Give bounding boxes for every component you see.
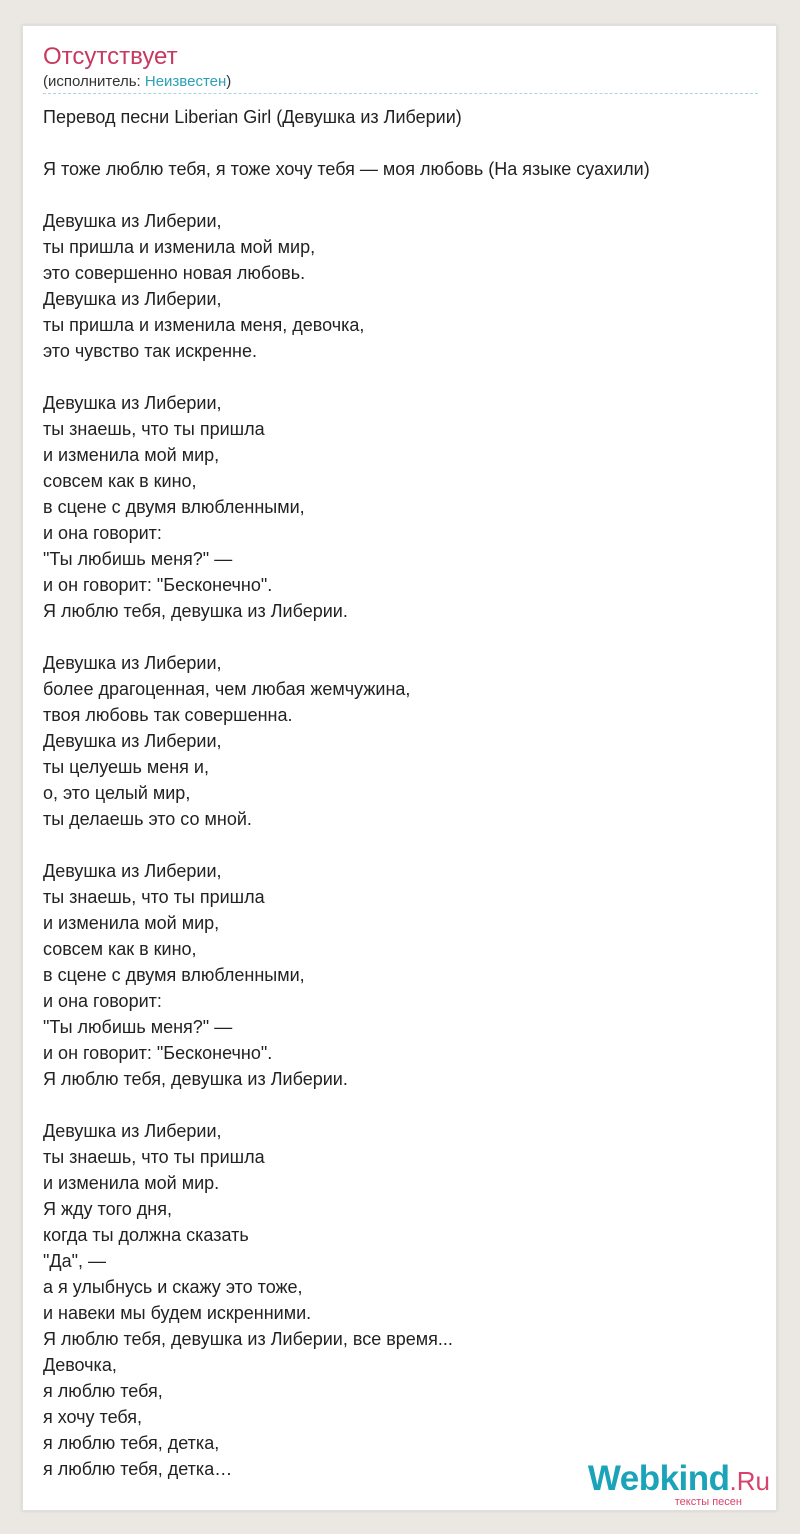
lyric-line: Девушка из Либерии, [43,861,222,881]
lyric-line: Девочка, [43,1355,117,1375]
lyric-line: твоя любовь так совершенна. [43,705,293,725]
lyric-line: ты целуешь меня и, [43,757,209,777]
lyric-line: ты знаешь, что ты пришла [43,419,265,439]
lyric-line: и она говорит: [43,991,162,1011]
lyric-line: и изменила мой мир, [43,913,220,933]
lyric-line: совсем как в кино, [43,939,197,959]
lyric-line: Перевод песни Liberian Girl (Девушка из Либерии) [43,107,462,127]
logo-subtitle: тексты песен [674,1496,742,1508]
dashed-divider [43,93,758,94]
lyric-line: более драгоценная, чем любая жемчужина, [43,679,411,699]
lyric-line: совсем как в кино, [43,471,197,491]
lyric-line: я люблю тебя, [43,1381,163,1401]
stanza-gap [43,1092,758,1118]
webkind-logo[interactable] [587,1459,770,1508]
logo-main-text: Webkind [587,1459,730,1498]
artist-suffix: ) [226,73,232,90]
lyric-line: Девушка из Либерии, [43,1121,222,1141]
stanza-gap [43,832,758,858]
lyric-line: ты знаешь, что ты пришла [43,887,265,907]
lyric-line: Девушка из Либерии, [43,393,222,413]
artist-prefix: (исполнитель: [43,73,145,90]
lyric-line: Я люблю тебя, девушка из Либерии. [43,1069,348,1089]
stanza-gap [43,624,758,650]
lyric-line: Девушка из Либерии, [43,289,222,309]
song-title: Отсутствует [43,43,178,70]
lyric-line: Я люблю тебя, девушка из Либерии. [43,601,348,621]
lyric-line: ты делаешь это со мной. [43,809,252,829]
lyric-line: и она говорит: [43,523,162,543]
lyric-line: а я улыбнусь и скажу это тоже, [43,1277,303,1297]
lyric-line: это чувство так искренне. [43,341,257,361]
stanza-gap [43,130,758,156]
lyric-line: о, это целый мир, [43,783,191,803]
artist-line [43,73,231,91]
logo-wordmark [587,1459,770,1498]
lyric-line: в сцене с двумя влюбленными, [43,965,305,985]
lyric-line: когда ты должна сказать [43,1225,249,1245]
lyric-line: я люблю тебя, детка… [43,1459,233,1479]
lyric-line: Я люблю тебя, девушка из Либерии, все время... [43,1329,453,1349]
lyric-line: "Да", — [43,1251,106,1271]
lyrics-card [22,25,777,1511]
lyric-line: ты знаешь, что ты пришла [43,1147,265,1167]
lyrics-body [43,104,758,1482]
lyric-line: и он говорит: "Бесконечно". [43,575,273,595]
lyric-line: и изменила мой мир. [43,1173,220,1193]
lyric-line: ты пришла и изменила меня, девочка, [43,315,365,335]
lyric-line: Я тоже люблю тебя, я тоже хочу тебя — моя любовь (На языке суахили) [43,159,650,179]
logo-tld: .Ru [729,1466,770,1496]
lyric-line: Я жду того дня, [43,1199,172,1219]
artist-link[interactable]: Неизвестен [144,73,227,90]
lyric-line: Девушка из Либерии, [43,731,222,751]
lyric-line: ты пришла и изменила мой мир, [43,237,316,257]
stanza-gap [43,364,758,390]
lyric-line: Девушка из Либерии, [43,653,222,673]
lyric-line: Девушка из Либерии, [43,211,222,231]
lyric-line: и он говорит: "Бесконечно". [43,1043,273,1063]
lyric-line: я люблю тебя, детка, [43,1433,220,1453]
stanza-gap [43,182,758,208]
lyric-line: я хочу тебя, [43,1407,143,1427]
lyric-line: и навеки мы будем искренними. [43,1303,312,1323]
lyric-line: и изменила мой мир, [43,445,220,465]
lyric-line: в сцене с двумя влюбленными, [43,497,305,517]
lyric-line: "Ты любишь меня?" — [43,1017,233,1037]
lyric-line: это совершенно новая любовь. [43,263,306,283]
lyric-line: "Ты любишь меня?" — [43,549,233,569]
